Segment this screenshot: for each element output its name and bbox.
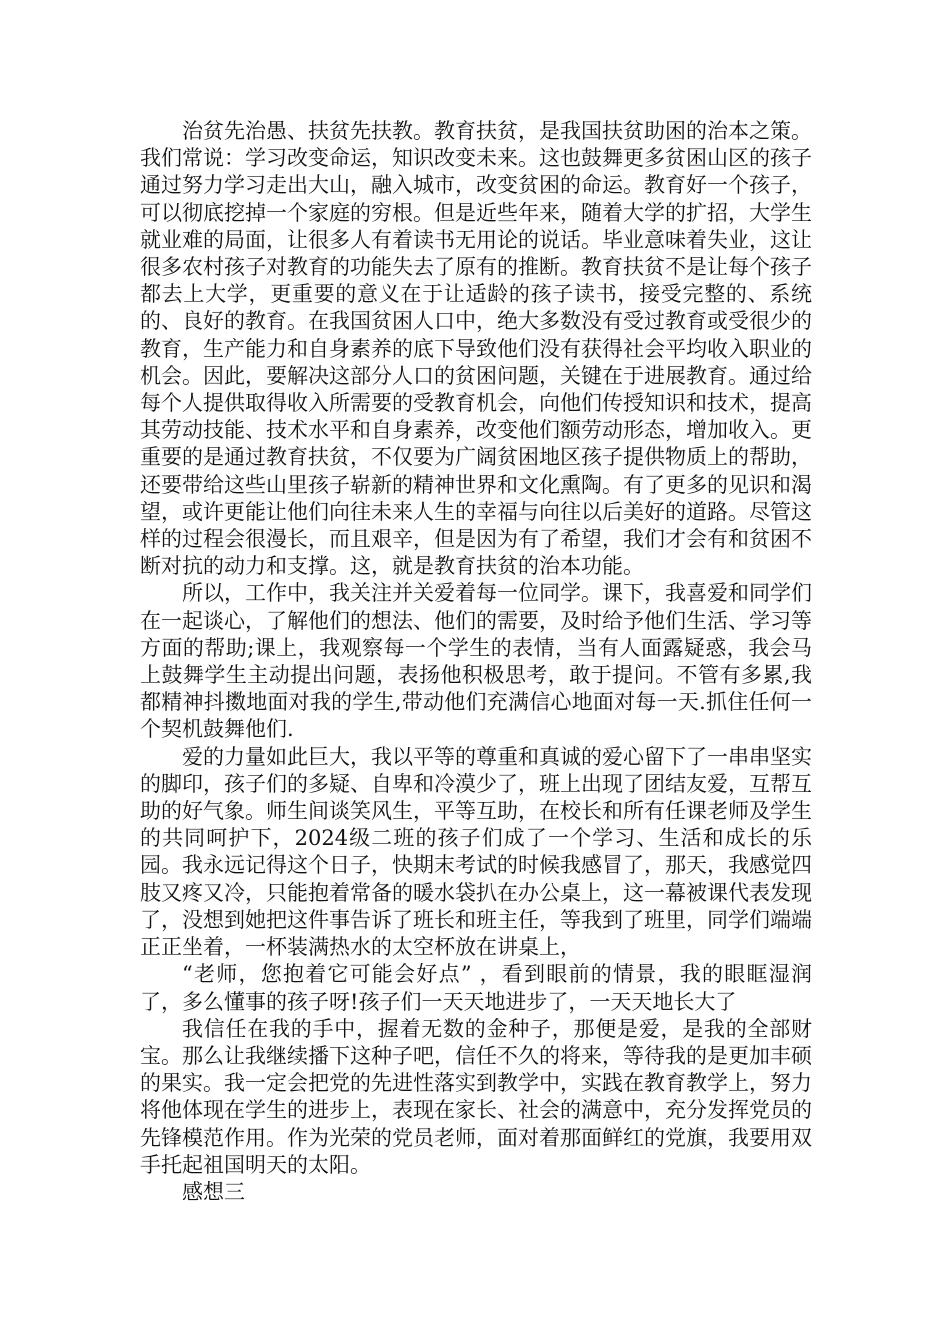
paragraph-caring-students: 所以，工作中，我关注并关爱着每一位同学。课下，我喜爱和同学们在一起谈心，了解他们的想法、他们的需要，及时给予他们生活、学习等方面的帮助;课上，我观察每一个学生的表情，当有人面露疑惑，我会马上鼓舞学生主动提出问题，表扬他积极思考，敢于提问。不管有多累,我都精神抖擞地面对我的学生,带动他们充满信心地面对每一天.抓住任何一个契机鼓舞他们. xyxy=(140,581,812,742)
paragraph-student-quote: “老师，您抱着它可能会好点” ，看到眼前的情景，我的眼眶湿润了，多么懂事的孩子呀!孩子们一天天地进步了，一天天地长大了 xyxy=(140,962,812,1014)
section-heading: 感想三 xyxy=(182,1179,245,1204)
paragraph-education-poverty: 治贫先治愚、扶贫先扶教。教育扶贫，是我国扶贫助困的治本之策。我们常说：学习改变命运，知识改变未来。这也鼓舞更多贫困山区的孩子通过努力学习走出大山，融入城市，改变贫困的命运。教育好一个孩子，可以彻底挖掉一个家庭的穷根。但是近些年来，随着大学的扩招，大学生就业难的局面，让很多人有着读书无用论的说话。毕业意味着失业，这让很多农村孩子对教育的功能失去了原有的推断。教育扶贫不是让每个孩子都去上大学，更重要的意义在于让适龄的孩子读书，接受完整的、系统的、良好的教育。在我国贫困人口中，绝大多数没有受过教育或受很少的教育，生产能力和自身素养的底下导致他们没有获得社会平均收入职业的机会。因此，要解决这部分人口的贫困问题，关键在于进展教育。通过给每个人提供取得收入所需要的受教育机会，向他们传授知识和技术，提高其劳动技能、技术水平和自身素养，改变他们额劳动形态，增加收入。更重要的是通过教育扶贫，不仅要为广阔贫困地区孩子提供物质上的帮助，还要带给这些山里孩子崭新的精神世界和文化熏陶。有了更多的见识和渴望，或许更能让他们向往未来人生的幸福与向往以后美好的道路。尽管这样的过程会很漫长，而且艰辛，但是因为有了希望，我们才会有和贫困不断对抗的动力和支撑。这，就是教育扶贫的治本功能。 xyxy=(140,119,812,579)
document-page xyxy=(140,118,812,1206)
paragraph-power-of-love: 爱的力量如此巨大，我以平等的尊重和真诚的爱心留下了一串串坚实的脚印，孩子们的多疑、自卑和冷漠少了，班上出现了团结友爱，互帮互助的好气象。师生间谈笑风生，平等互助，在校长和所有任课老师及学生的共同呵护下，2024级二班的孩子们成了一个学习、生活和成长的乐园。我永远记得这个日子，快期末考试的时候我感冒了，那天，我感觉四肢又疼又冷，只能抱着常备的暖水袋扒在办公桌上，这一幕被课代表发现了，没想到她把这件事告诉了班长和班主任，等我到了班里，同学们端端正正坐着，一杯装满热水的太空杯放在讲桌上， xyxy=(140,744,812,960)
paragraph-golden-seeds: 我信任在我的手中，握着无数的金种子，那便是爱，是我的全部财宝。那么让我继续播下这种子吧，信任不久的将来，等待我的是更加丰硕的果实。我一定会把党的先进性落实到教学中，实践在教育教学上，努力将他体现在学生的进步上，表现在家长、社会的满意中，充分发挥党员的先锋模范作用。作为光荣的党员老师，面对着那面鲜红的党旗，我要用双手托起祖国明天的太阳。 xyxy=(140,1016,812,1177)
